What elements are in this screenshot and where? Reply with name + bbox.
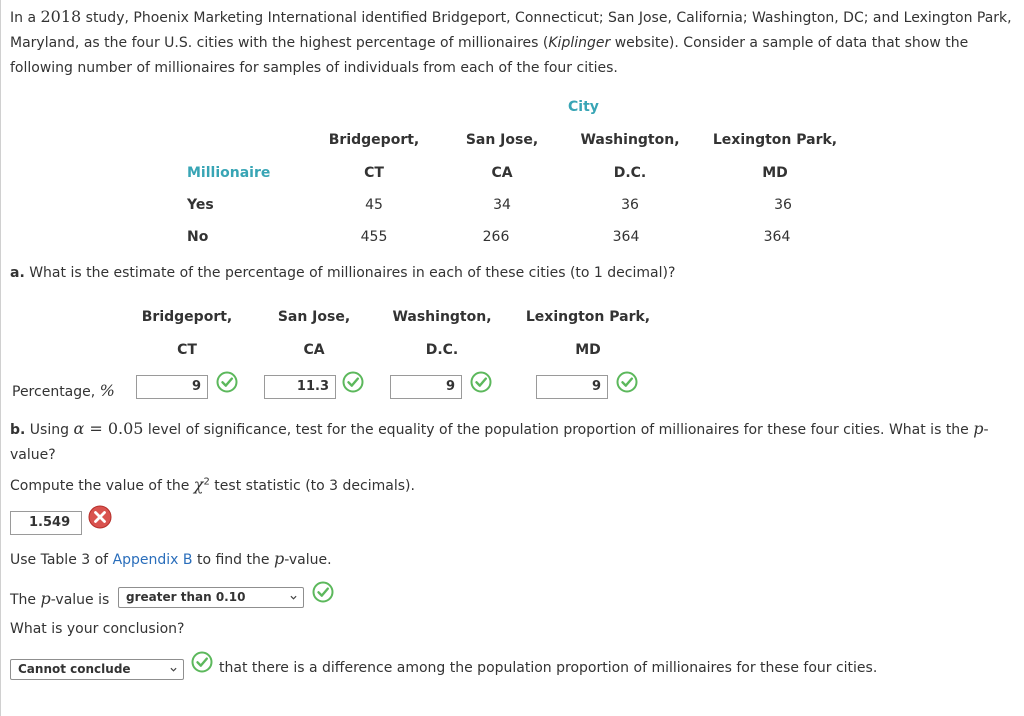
appendix-b-link[interactable]: Appendix B [112,552,193,568]
part-b-label: b. [10,422,26,438]
conclusion-select[interactable] [10,659,184,680]
col-header-line2: MD [575,342,601,358]
pvalue-text-2: -value is [50,592,110,608]
col-header-line2: CA [491,165,513,181]
percentage-label-text: Percentage, [12,384,100,400]
intro-source: Kiplinger [548,35,611,51]
table-cell: 36 [774,197,792,213]
pvalue-text-1: The [10,592,41,608]
p-symbol: p [973,419,984,438]
intro-text-1: In a [10,10,41,26]
table-cell: 364 [763,229,791,245]
chi-exponent: 2 [203,476,210,488]
col-header-line2: MD [762,165,788,181]
city-header: City [568,99,599,115]
check-circle-icon [616,371,638,393]
pvalue-select[interactable] [118,587,304,608]
pvalue-select-value: greater than 0.10 [126,590,246,604]
chi-prompt-text-1: Compute the value of the [10,478,194,494]
check-circle-icon [191,651,213,673]
check-circle-icon [216,371,238,393]
conclusion-select-value: Cannot conclude [18,662,131,676]
row-header: Millionaire [187,165,271,181]
part-b-text-3: -value? [10,422,989,463]
intro-year: 2018 [40,7,82,26]
col-header-line1: Lexington Park, [525,309,651,325]
col-header-line1: San Jose, [277,309,351,325]
col-header-line2: CA [303,342,325,358]
percent-symbol: % [99,381,115,400]
row-label-no: No [187,229,209,245]
chi-square-prompt [10,475,415,494]
table-reference [10,549,332,568]
pvalue-label [10,589,109,608]
table-ref-text-1: Use Table 3 of [10,552,113,568]
chevron-down-icon [170,666,177,673]
col-header-line1: Bridgeport, [328,132,420,148]
percentage-input-bridgeport[interactable]: 9 [136,375,208,399]
col-header-line2: D.C. [425,342,459,358]
table-cell: 34 [493,197,511,213]
part-b-text-1: Using [25,422,74,438]
col-header-line2: CT [364,165,384,181]
alpha-value: 0.05 [107,419,144,438]
part-b-text-2: level of significance, test for the equality of the population proportion of millionaires for these four cities. What is the [143,422,974,438]
p-symbol: p [273,549,285,568]
table-cell: 266 [482,229,510,245]
percentage-row-label [12,381,115,400]
table-cell: 36 [621,197,639,213]
chi-prompt-text-2: test statistic (to 3 decimals). [209,478,415,494]
intro-text-3: website). Consider a sample of data that show the following number of millionaires for samples of individuals from each of the four cities. [10,35,969,76]
alpha-symbol: α [73,419,85,438]
table-cell: 364 [612,229,640,245]
x-circle-icon [88,505,112,529]
percentage-input-lexington[interactable]: 9 [536,375,608,399]
col-header-line1: San Jose, [465,132,539,148]
part-a-question [10,265,675,281]
p-symbol: p [40,589,51,608]
part-a-text: What is the estimate of the percentage of millionaires in each of these cities (to 1 decimal)? [29,265,676,281]
check-circle-icon [470,371,492,393]
check-circle-icon [342,371,364,393]
intro-text-2: study, Phoenix Marketing International identified Bridgeport, Connecticut; San Jose, California; Washington, DC; and Lexington Park, Maryland, as the four U.S. cities with the highest percentage of millionaires ( [10,10,1012,51]
percentage-input-san-jose[interactable]: 11.3 [264,375,336,399]
part-a-label: a. [10,265,25,281]
table-cell: 455 [360,229,388,245]
col-header-line1: Washington, [392,309,492,325]
col-header-line2: D.C. [613,165,647,181]
col-header-line1: Lexington Park, [712,132,838,148]
chi-symbol: χ [193,475,204,494]
left-border [0,0,1,716]
table-ref-text-2: to find the [192,552,274,568]
chevron-down-icon [290,594,297,601]
table-cell: 45 [365,197,383,213]
conclusion-tail: that there is a difference among the population proportion of millionaires for these four cities. [219,660,878,676]
equals-sign: = [84,419,108,438]
chi-square-input[interactable]: 1.549 [10,511,82,535]
col-header-line1: Washington, [580,132,680,148]
conclusion-question: What is your conclusion? [10,621,185,637]
percentage-input-washington[interactable]: 9 [390,375,462,399]
row-label-yes: Yes [187,197,214,213]
col-header-line2: CT [177,342,197,358]
check-circle-icon [312,581,334,603]
col-header-line1: Bridgeport, [141,309,233,325]
table-ref-text-3: -value. [284,552,332,568]
problem-statement [10,4,1022,81]
part-b-question [10,416,1020,468]
